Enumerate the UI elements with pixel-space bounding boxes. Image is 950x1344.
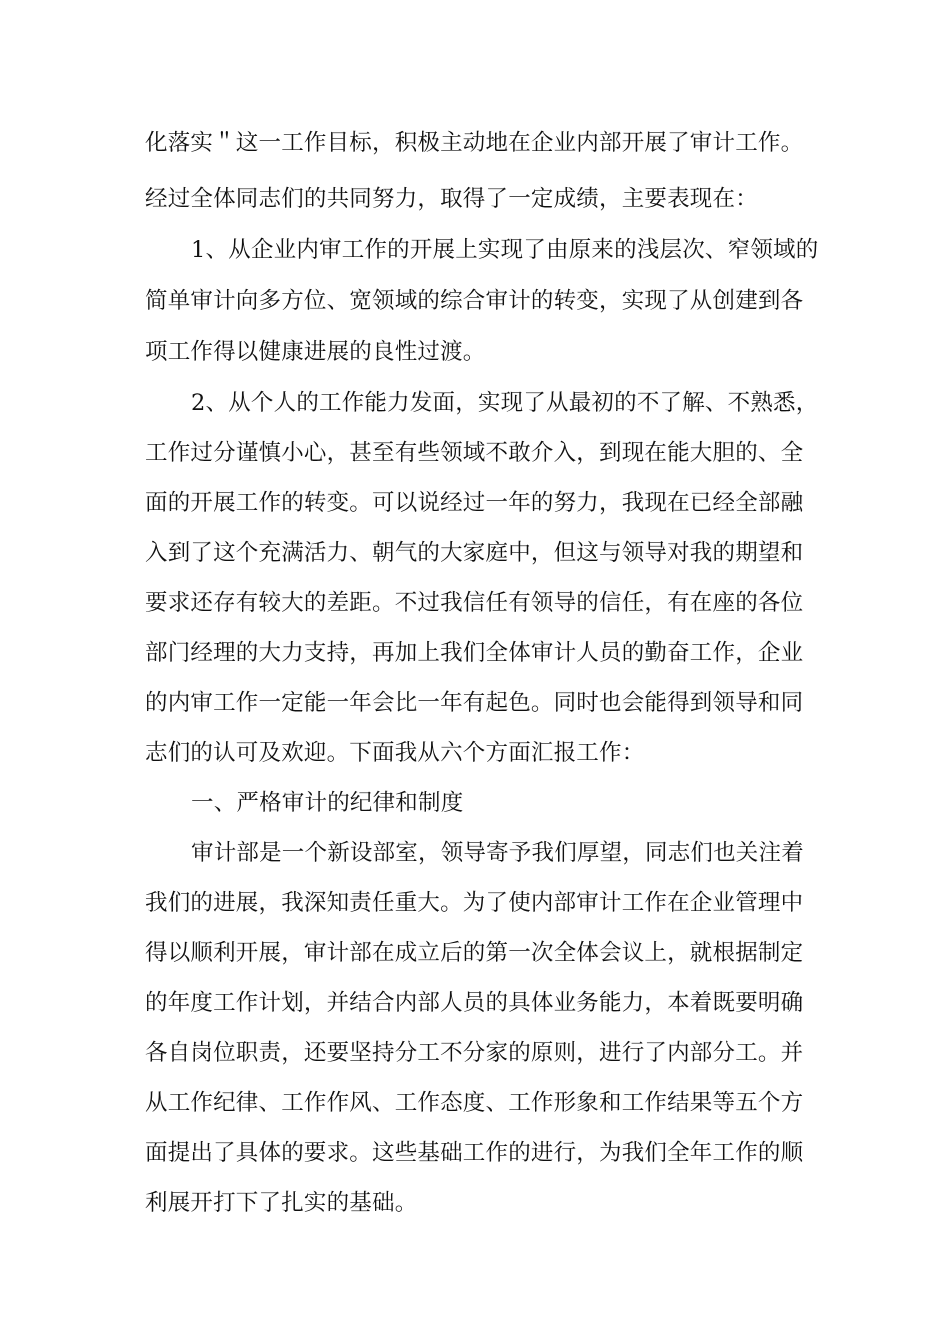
text-line: 的内审工作一定能一年会比一年有起色。同时也会能得到领导和同 xyxy=(145,690,804,716)
text-line: 利展开打下了扎实的基础。 xyxy=(145,1190,418,1216)
text-line: 面的开展工作的转变。可以说经过一年的努力，我现在已经全部融 xyxy=(145,490,804,516)
text-line: 面提出了具体的要求。这些基础工作的进行，为我们全年工作的顺 xyxy=(145,1140,804,1166)
paragraph-3-start: 审计部是一个新设部室，领导寄予我们厚望，同志们也关注着 xyxy=(191,840,804,866)
text-line: 工作过分谨慎小心，甚至有些领域不敢介入，到现在能大胆的、全 xyxy=(145,440,804,466)
text-line: 志们的认可及欢迎。下面我从六个方面汇报工作： xyxy=(145,740,645,766)
text-line: 部门经理的大力支持，再加上我们全体审计人员的勤奋工作，企业 xyxy=(145,640,804,666)
text-line: 得以顺利开展，审计部在成立后的第一次全体会议上，就根据制定 xyxy=(145,940,804,966)
text-line: 项工作得以健康进展的良性过渡。 xyxy=(145,339,486,365)
paragraph-1-start: 1、从企业内审工作的开展上实现了由原来的浅层次、窄领域的 xyxy=(191,237,819,263)
text-line: 各自岗位职责，还要坚持分工不分家的原则，进行了内部分工。并 xyxy=(145,1040,804,1066)
text-line: 简单审计向多方位、宽领域的综合审计的转变，实现了从创建到各 xyxy=(145,288,804,314)
text-line: 化落实＂这一工作目标，积极主动地在企业内部开展了审计工作。 xyxy=(145,130,804,156)
text-line: 经过全体同志们的共同努力，取得了一定成绩，主要表现在： xyxy=(145,186,758,212)
text-line: 入到了这个充满活力、朝气的大家庭中，但这与领导对我的期望和 xyxy=(145,540,804,566)
text-line: 要求还存有较大的差距。不过我信任有领导的信任，有在座的各位 xyxy=(145,590,804,616)
paragraph-2-start: 2、从个人的工作能力发面，实现了从最初的不了解、不熟悉， xyxy=(191,390,819,416)
text-line: 的年度工作计划，并结合内部人员的具体业务能力，本着既要明确 xyxy=(145,990,804,1016)
text-line: 从工作纪律、工作作风、工作态度、工作形象和工作结果等五个方 xyxy=(145,1090,804,1116)
text-line: 我们的进展，我深知责任重大。为了使内部审计工作在企业管理中 xyxy=(145,890,804,916)
section-heading: 一、严格审计的纪律和制度 xyxy=(191,790,464,816)
